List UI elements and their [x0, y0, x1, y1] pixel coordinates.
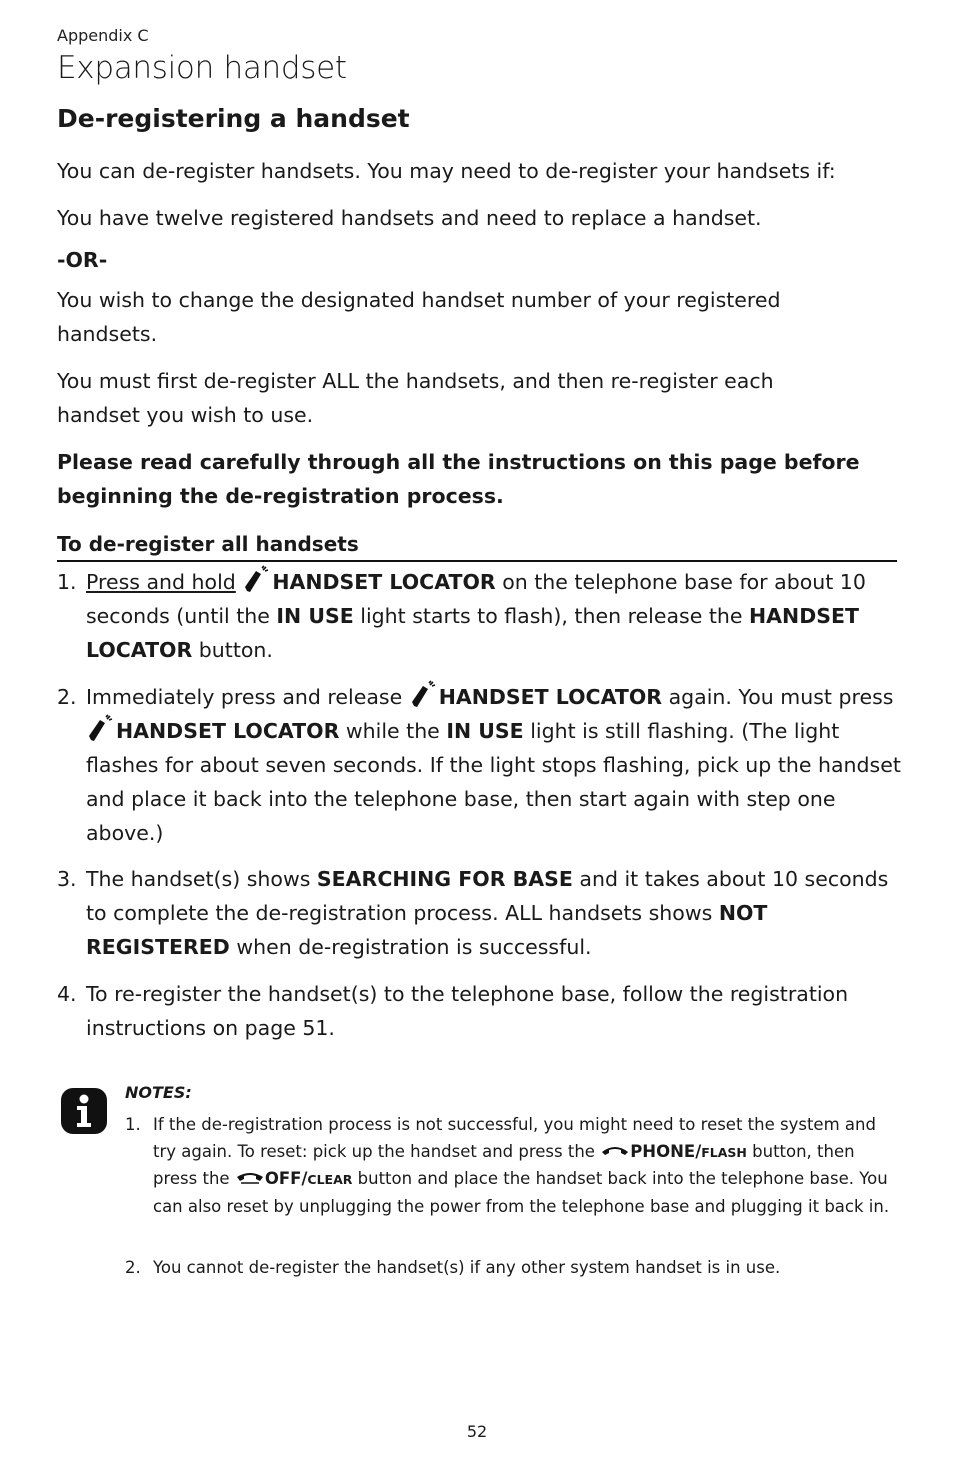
- handset-locator-icon: [242, 565, 270, 595]
- step-2: [57, 680, 902, 850]
- step-number: 3.: [57, 867, 77, 891]
- note-2: [125, 1255, 895, 1282]
- key-name: HANDSET LOCATOR: [86, 604, 859, 662]
- step-text-part: and it takes about 10 seconds to complete the de-registration process. ALL handsets shows: [86, 867, 889, 925]
- step-text: [86, 680, 902, 850]
- clear-key: CLEAR: [307, 1172, 353, 1187]
- note-text-part: If the de-registration process is not successful, you might need to reset the system and try again. To reset: pick up the handset and press the: [153, 1115, 876, 1161]
- step-number: 2.: [57, 685, 77, 709]
- note-text: [153, 1112, 895, 1220]
- appendix-label: Appendix C: [57, 26, 149, 45]
- step-text: To re-register the handset(s) to the telephone base, follow the registration instructions on page 51.: [86, 982, 849, 1040]
- step-text-part: button.: [192, 638, 273, 662]
- intro-paragraph: You can de-register handsets. You may need to de-register your handsets if:: [57, 159, 836, 183]
- key-name: HANDSET LOCATOR: [116, 719, 340, 743]
- step-text-part: light starts to flash), then release the: [353, 604, 750, 628]
- phone-icon: [600, 1144, 630, 1158]
- key-name: HANDSET LOCATOR: [438, 685, 663, 709]
- note-text-part: button, then press the: [153, 1141, 855, 1188]
- step-text-part: while the: [339, 719, 447, 743]
- section-title: Expansion handset: [57, 50, 347, 86]
- notes-title: NOTES:: [125, 1083, 192, 1102]
- condition-2: You wish to change the designated handset number of your registered handsets.: [57, 288, 781, 346]
- note-1: [125, 1112, 895, 1220]
- step-number: 4.: [57, 982, 77, 1006]
- flash-key: FLASH: [701, 1144, 747, 1160]
- step-text: [86, 565, 902, 667]
- step-text-part: light is still flashing. (The light flashes for about seven seconds. If the light stops flashing, pick up the handset and place it back into the telephone base, then start again with step one above.): [86, 719, 901, 845]
- procedure-heading: To de-register all handsets: [57, 530, 897, 562]
- step-1: [57, 565, 902, 667]
- off-key: OFF/: [264, 1169, 308, 1188]
- note-number: 2.: [125, 1258, 141, 1277]
- page-number: 52: [466, 1422, 488, 1441]
- step-text-part: Immediately press and release: [86, 685, 409, 709]
- step-number: 1.: [57, 570, 77, 594]
- step-text-part: again. You must press: [662, 685, 894, 709]
- step-3: [57, 862, 902, 964]
- re-register-note: You must first de-register ALL the handsets, and then re-register each handset you wish to use.: [57, 369, 774, 427]
- info-icon: [60, 1087, 108, 1135]
- press-hold-text: Press and hold: [86, 570, 236, 594]
- note-text-part: button and place the handset back into the telephone base. You can also reset by unplugging the power from the telephone base and plugging it back in.: [153, 1169, 890, 1216]
- handset-locator-icon: [86, 714, 114, 744]
- key-name: HANDSET LOCATOR: [272, 570, 496, 594]
- step-4: [57, 977, 902, 1045]
- step-text-part: when de-registration is successful.: [229, 935, 592, 959]
- step-text-part: on the telephone base for about 10 seconds (until the: [86, 570, 866, 628]
- in-use-text: IN USE: [276, 604, 354, 628]
- display-message: SEARCHING FOR BASE: [316, 867, 573, 891]
- condition-1: You have twelve registered handsets and need to replace a handset.: [57, 206, 762, 230]
- step-text-part: The handset(s) shows: [86, 867, 317, 891]
- step-text: [86, 862, 902, 964]
- hangup-icon: [235, 1171, 265, 1185]
- handset-locator-icon: [409, 680, 437, 710]
- in-use-text: IN USE: [446, 719, 524, 743]
- or-separator: -OR-: [57, 248, 108, 272]
- note-number: 1.: [125, 1115, 141, 1134]
- note-text: You cannot de-register the handset(s) if any other system handset is in use.: [153, 1258, 781, 1277]
- page-subtitle: De-registering a handset: [57, 104, 410, 133]
- warning-text: Please read carefully through all the instructions on this page before beginning the de-registration process.: [57, 450, 860, 508]
- display-message: NOT REGISTERED: [86, 901, 768, 959]
- phone-key: PHONE/: [630, 1141, 702, 1161]
